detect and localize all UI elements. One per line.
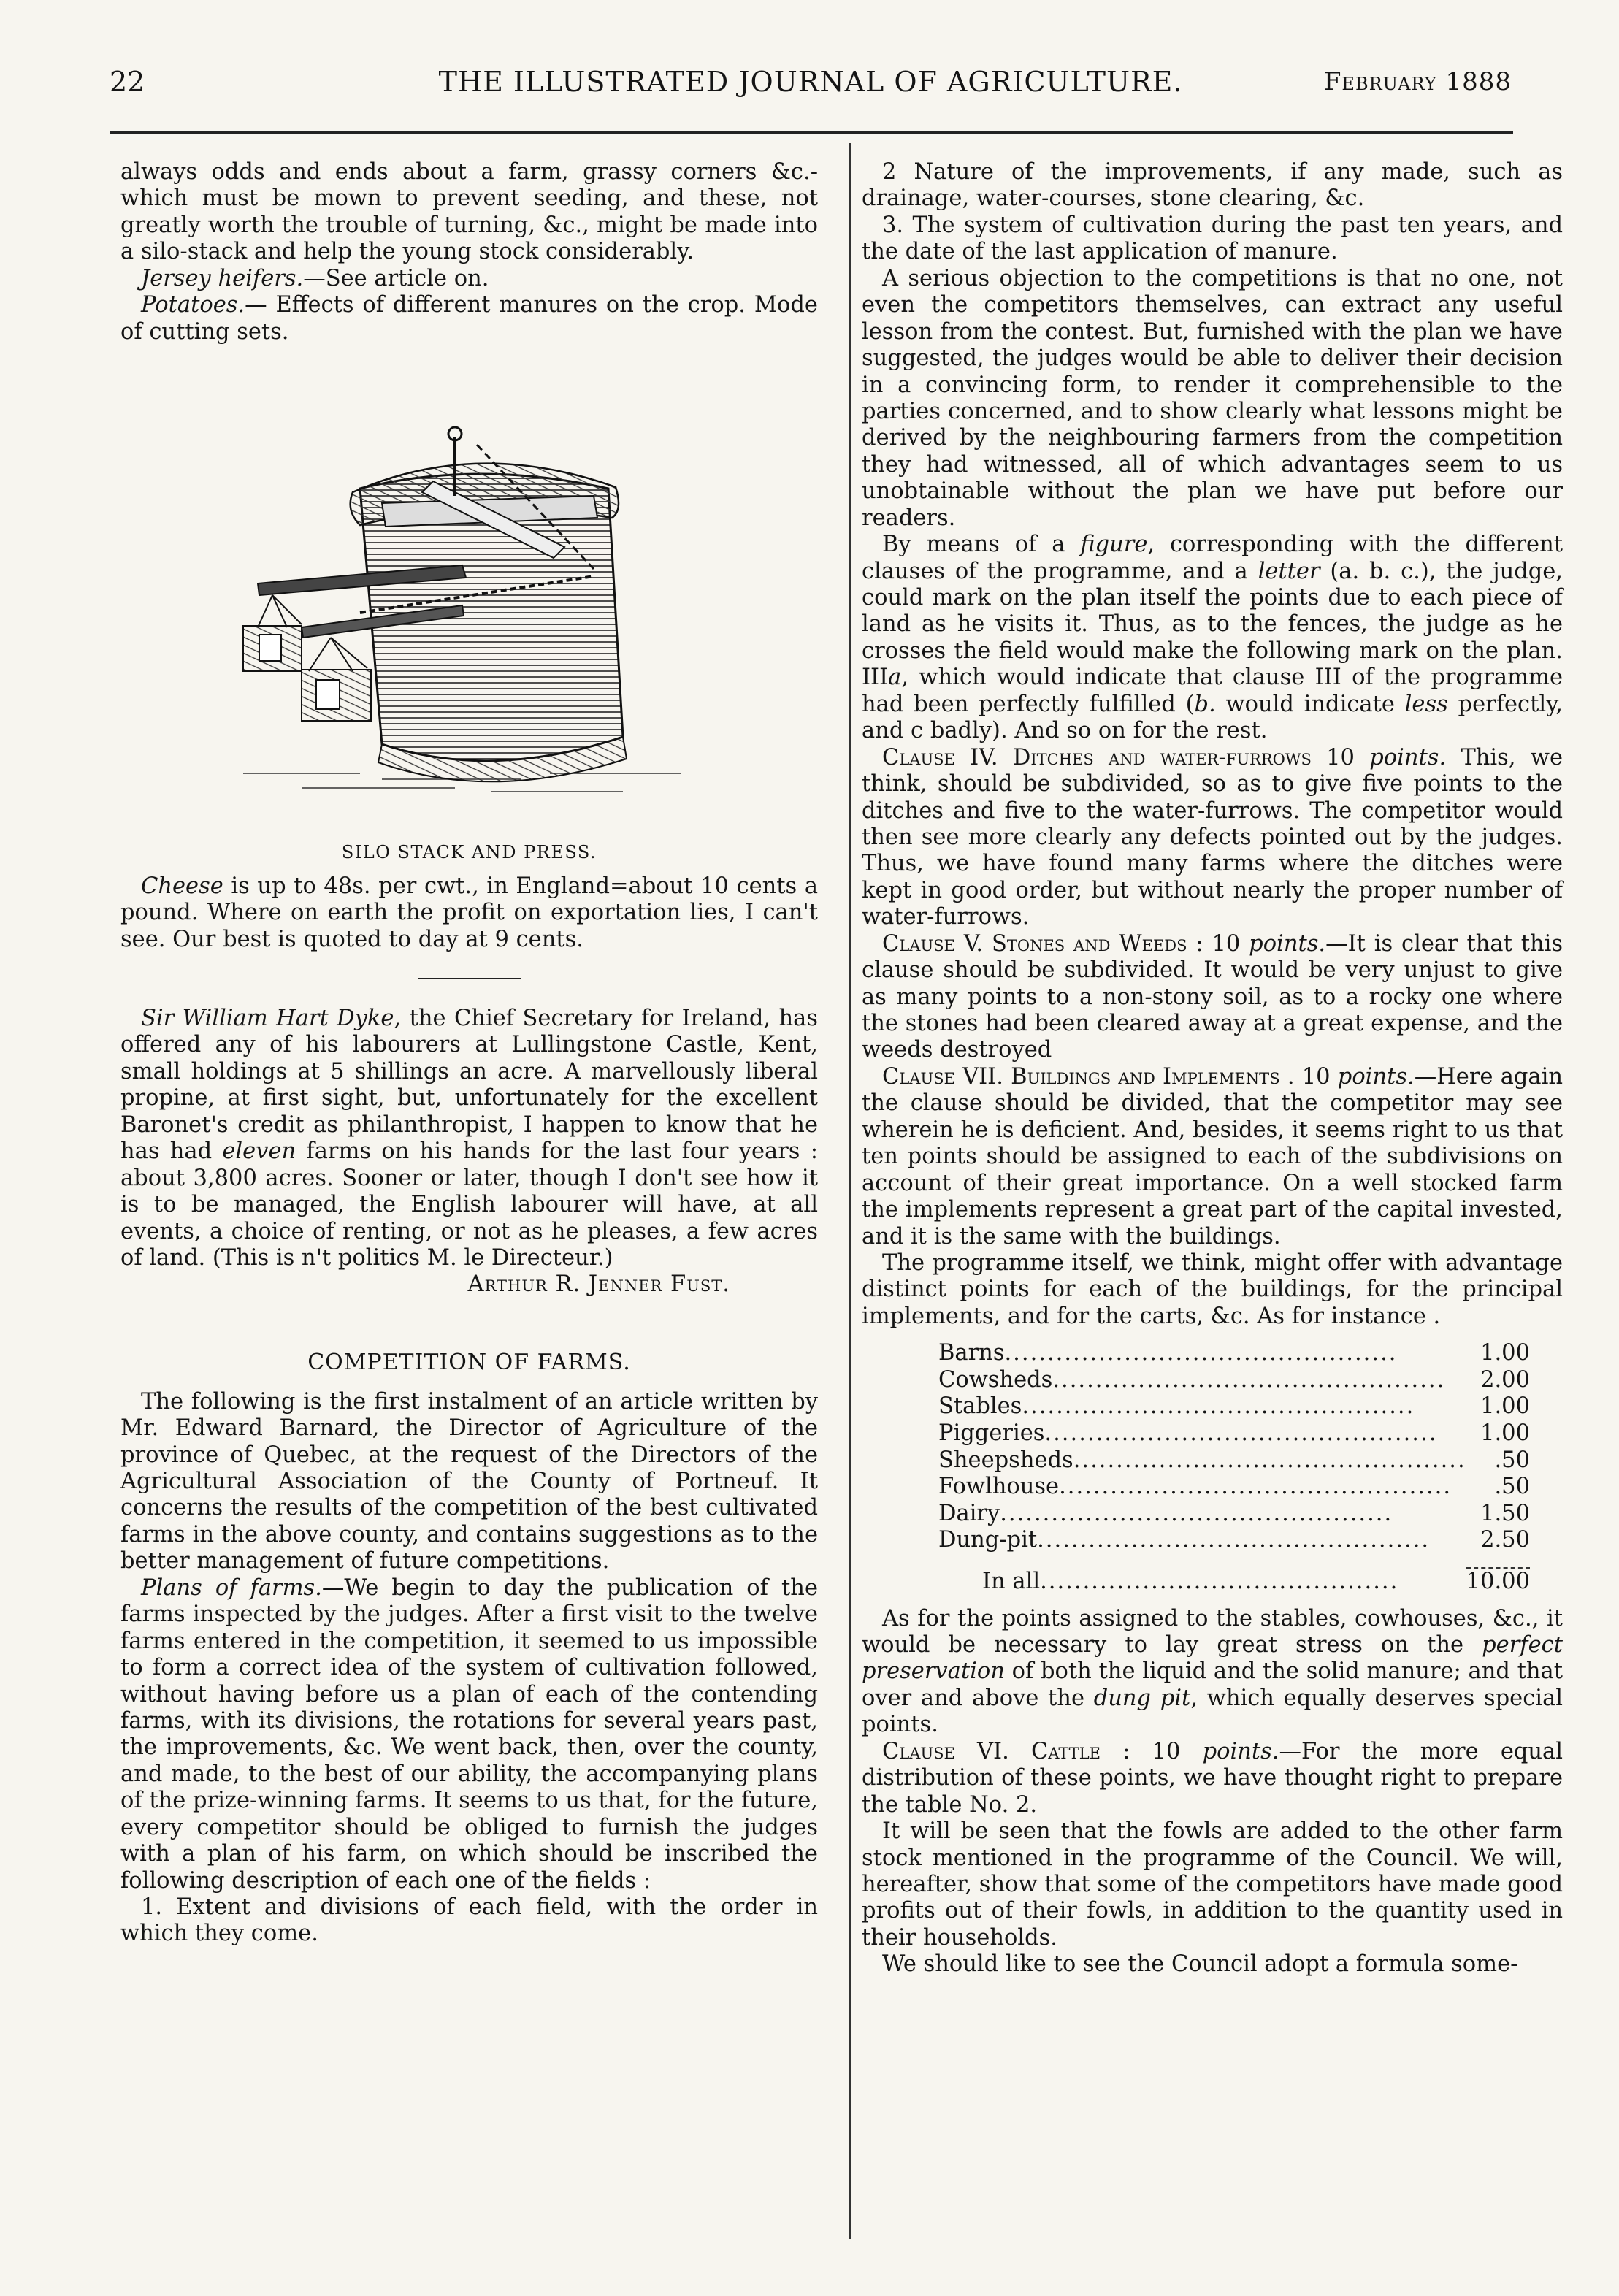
total-value: 10.00 (1466, 1569, 1530, 1594)
header-rule (110, 131, 1513, 134)
list-item-3: 3. The system of cultivation during the past ten years, and the date of the last application of manure. (862, 212, 1563, 265)
table-value: .50 (1494, 1447, 1530, 1473)
stables-text-3: , which equally deserves special points. (862, 1685, 1563, 1738)
fl-text-3: (a. b. c.), the judge, could mark on the plan itself the points due to each piece of land as he visits it. Thus, as to the fences, the judge as he crosses the field would make the following mark on the plan. III (862, 558, 1563, 691)
column-divider (849, 143, 851, 2239)
stables-perfect: perfect preservation (862, 1632, 1563, 1685)
fl-text-5: would indicate (1215, 691, 1405, 717)
table-item: Dairy (938, 1500, 1000, 1526)
list-item-2: 2 Nature of the improvements, if any made, such as drainage, water-courses, stone clearing, &c. (862, 159, 1563, 212)
table-item: Cowsheds (938, 1366, 1053, 1393)
fl-text-4: , which would indicate that clause III of the programme had been perfectly fulfilled ( (862, 665, 1563, 717)
points-table (938, 1340, 1530, 1595)
fl-iiia: a (888, 665, 902, 691)
jersey-paragraph (120, 266, 818, 292)
clause-6-head: Clause VI. Cattle (882, 1738, 1101, 1764)
clause-5-paragraph (862, 931, 1563, 1064)
journal-title: THE ILLUSTRATED JOURNAL OF AGRICULTURE. (438, 66, 1183, 98)
clause-6-paragraph (862, 1739, 1563, 1818)
table-row: Fowlhouse.............................................. .50 (938, 1474, 1530, 1500)
clause-5-points-word: points. (1249, 930, 1326, 957)
table-value: 2.50 (1480, 1527, 1530, 1553)
stables-paragraph (862, 1606, 1563, 1739)
section-title: COMPETITION OF FARMS. (307, 1349, 631, 1375)
table-item: Fowlhouse (938, 1474, 1060, 1500)
table-value: 2.00 (1480, 1366, 1530, 1393)
jersey-term: Jersey heifers. (141, 265, 304, 291)
clause-4-points-word: points. (1369, 744, 1447, 770)
clause-7-points: . 10 (1279, 1063, 1338, 1090)
fl-text-2: , corresponding with the different clauses of the programme, and a (862, 532, 1563, 584)
table-value: 1.00 (1480, 1340, 1530, 1366)
fl-less: less (1404, 691, 1448, 717)
stables-text-2: of both the liquid and the solid manure; and that over and above the (862, 1658, 1563, 1711)
clause-7-text: —Here again the clause should be divided, that the competitor may see wherein he is deficient. And, besides, it seems right to us that ten points should be assigned to each of the subdivisions on account of their great importance. On a well stocked farm the implements represent a great part of the capital invested, and it is the same with the buildings. (862, 1063, 1563, 1250)
council-paragraph: We should like to see the Council adopt a formula some- (882, 1951, 1518, 1978)
table-value: 1.50 (1480, 1500, 1530, 1526)
plans-term: Plans of farms. (141, 1574, 322, 1601)
potatoes-term: Potatoes. (141, 292, 245, 318)
clause-4-paragraph (862, 745, 1563, 931)
left-column (120, 159, 818, 1948)
plans-text: —We begin to day the publication of the farms inspected by the judges. After a first visit to the twelve farms entered in the competition, it seemed to us impossible to form a correct idea of the system of cultivation followed, without having before us a plan of each of the contending farms, with its divisions, the rotations for several years past, the improvements, &c. We went back, then, over the county, and made, to the best of our ability, the accompanying plans of the prize-winning farms. It seems to us that, for the future, every competitor should be obliged to furnish the judges with a plan of his farm, on which should be inscribed the following description of each one of the fields : (120, 1574, 818, 1894)
clause-6-points-word: points. (1202, 1738, 1279, 1764)
clause-5-text: —It is clear that this clause should be subdivided. It would be very unjust to give as many points to a non-stony soil, as to a rocky one where the stones had been cleared away at a great expense, and the weeds destroyed (862, 930, 1563, 1063)
programme-paragraph: The programme itself, we think, might offer with advantage distinct points for each of the buildings, for the principal implements, and for the carts, &c. As for instance . (862, 1250, 1563, 1329)
clause-5-points: : 10 (1187, 930, 1249, 957)
fl-text-1: By means of a (882, 532, 1081, 558)
jersey-text: —See article on. (303, 265, 489, 291)
table-row: Dairy.............................................. 1.50 (938, 1500, 1530, 1526)
table-item: Sheepsheds (938, 1447, 1073, 1473)
cheese-term: Cheese (141, 873, 223, 899)
plans-paragraph (120, 1575, 818, 1894)
clause-6-points: : 10 (1101, 1738, 1203, 1764)
clause-4-text: This, we think, should be subdivided, so as to give five points to the ditches and five to the water-furrows. The competitor would then see more clearly any defects pointed out by the judges. Thus, we have found many farms where the ditches were kept in good order, but without nearly the proper number of water-furrows. (862, 744, 1563, 930)
objection-paragraph: A serious objection to the competitions is that no one, not even the competitors themselves, can extract any useful lesson from the contest. But, furnished with the plan we have suggested, the judges would be able to deliver their decision in a convincing form, to render it comprehensible to the parties concerned, and to show clearly what lessons might be derived by the neighbouring farmers from the competition they had witnessed, all of which advantages seem to us unobtainable without the plan we have put before our readers. (862, 265, 1563, 531)
dyke-text-1: , the Chief Secretary for Ireland, has offered any of his labourers at Lullingstone Castle, Kent, small holdings at 5 shillings an acre. A marvellously liberal propine, at first sight, but, unfortunately for the excellent Baronet's credit as philanthropist, I happen to know that he has had (120, 1006, 819, 1165)
table-item: Dung-pit (938, 1527, 1038, 1553)
cheese-text: is up to 48s. per cwt., in England=about 10 cents a pound. Where on earth the profit on exportation lies, I can't see. Our best is quoted to day at 9 cents. (120, 873, 818, 952)
table-value: 1.00 (1480, 1420, 1530, 1447)
table-row: Sheepsheds.............................................. .50 (938, 1447, 1530, 1473)
stables-text-1: As for the points assigned to the stables, cowhouses, &c., it would be necessary to lay great stress on the (862, 1605, 1563, 1658)
dyke-eleven: eleven (222, 1139, 296, 1165)
dyke-name: Sir William Hart Dyke (141, 1006, 394, 1032)
table-row: Barns.............................................. 1.00 (938, 1340, 1530, 1366)
dyke-paragraph (120, 1006, 818, 1271)
silo-stack-illustration (214, 394, 725, 803)
list-item-1: 1. Extent and divisions of each field, with the order in which they come. (120, 1894, 818, 1947)
table-item: Stables (938, 1393, 1022, 1420)
clause-7-paragraph (862, 1064, 1563, 1250)
table-row: Dung-pit.............................................. 2.50 (938, 1527, 1530, 1553)
total-row: In all.......................................... 10.00 (982, 1568, 1530, 1594)
clause-4-points: 10 (1311, 744, 1370, 770)
cheese-paragraph (120, 873, 818, 953)
intro-paragraph: always odds and ends about a farm, grassy corners &c.-which must be mown to prevent seeding, and these, not greatly worth the trouble of turning, &c., might be made into a silo-stack and help the young stock considerably. (120, 159, 818, 265)
fl-figure: figure (1080, 532, 1148, 558)
stables-dungpit: dung pit (1093, 1685, 1191, 1711)
fowls-paragraph: It will be seen that the fowls are added to the other farm stock mentioned in the programme of the Council. We will, hereafter, show that some of the competitors have made good profits out of their fowls, in addition to the quantity used in their households. (862, 1818, 1563, 1951)
page-number: 22 (110, 66, 145, 98)
table-row: Piggeries.............................................. 1.00 (938, 1420, 1530, 1447)
table-item: Barns (938, 1340, 1005, 1366)
clause-7-points-word: points. (1337, 1063, 1415, 1090)
author-signature: Arthur R. Jenner Fust. (467, 1271, 730, 1298)
clause-5-head: Clause V. Stones and Weeds (882, 930, 1187, 957)
clause-4-head: Clause IV. Ditches and water-furrows (882, 744, 1312, 770)
figure-letter-paragraph (862, 532, 1563, 745)
competition-intro: The following is the first instalment of an article written by Mr. Edward Barnard, the Director of Agriculture of the province of Quebec, at the request of the Directors of the Agricultural Association of the County of Portneuf. It concerns the results of the competition of the best cultivated farms in the above county, and contains suggestions as to the better management of future competitions. (120, 1388, 818, 1574)
figure-caption: SILO STACK AND PRESS. (341, 842, 597, 863)
table-value: 1.00 (1480, 1393, 1530, 1420)
running-header (110, 63, 1512, 107)
dyke-text-2: farms on his hands for the last four years : about 3,800 acres. Sooner or later, though I don't see how it is to be managed, the English labourer will have, at all events, a choice of renting, or not as he pleases, a few acres of land. (This is n't politics M. le Directeur.) (120, 1139, 818, 1271)
right-column (862, 159, 1563, 1978)
section-rule (418, 978, 521, 979)
table-row: Cowsheds.............................................. 2.00 (938, 1366, 1530, 1393)
potatoes-paragraph (120, 292, 818, 345)
issue-date: February 1888 (1323, 67, 1512, 96)
table-row: Stables.............................................. 1.00 (938, 1393, 1530, 1420)
table-item: Piggeries (938, 1420, 1045, 1447)
fl-letter: letter (1258, 558, 1320, 584)
total-rule (938, 1554, 1530, 1568)
potatoes-text: — Effects of different manures on the crop. Mode of cutting sets. (120, 292, 818, 345)
clause-7-head: Clause VII. Buildings and Implements (882, 1063, 1280, 1090)
fl-text-6: perfectly, and c badly). And so on for the rest. (862, 691, 1563, 744)
fl-b: b. (1194, 691, 1216, 717)
silo-figure (120, 394, 818, 863)
clause-6-text: —For the more equal distribution of these points, we have thought right to prepare the table No. 2. (862, 1738, 1563, 1818)
table-value: .50 (1494, 1474, 1530, 1500)
total-label: In all (982, 1568, 1041, 1594)
